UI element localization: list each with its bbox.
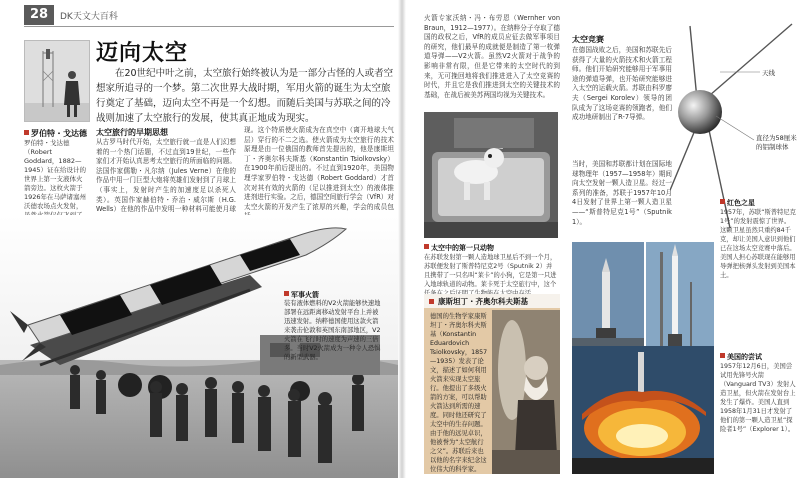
space-race-title: 太空竞赛 [572,35,604,44]
sputnik-body-label: 直径为58厘米的铝制球体 [756,134,797,151]
caption-marker-icon [284,291,289,296]
portrait-caption: 罗伯特・戈达德（Robert Goddard，1882—1945）证在给设计的世界上第一支液体火箭旁边。这枚火箭于1926年在马萨诸塞州沃德农场点火发射， [24,139,87,210]
laika-photo [424,112,558,238]
dog-caption-title: 太空中的第一只动物 [424,243,494,253]
explosion-icon [572,346,714,474]
portrait-caption-title: 罗伯特・戈达德 [24,128,87,139]
goddard-photo-icon [25,41,90,122]
laika-dog-icon [424,112,558,238]
rocket-caption-title: 军事火箭 [284,290,319,300]
header-rule [24,26,394,27]
caption-marker-icon [424,244,429,249]
caption-marker-icon [720,199,725,204]
gantry-rocket-icon [646,242,714,346]
tsiolkovsky-caption: 德国的生物学家康斯坦丁・齐奥尔科夫斯基（Konstantin Eduardovich Tsiolkovsky，1857—1935）发表了论文，描述了如何利用火箭来实现太空旅行。他提出了多级火箭的方案，可以帮助火箭达到所需的速度。同时他还研究了太空中的生存问题。由于他的远见卓识，他被誉为“太空航行之父”。苏联后来也以他的名字来纪念这位伟大的科学家。 [430,313,488,473]
tsiolkovsky-portrait-icon [492,310,560,474]
right-page [402,0,800,478]
early-dreams-heading: 太空旅行的早期思想 [96,128,168,137]
page-title: 迈向太空 [96,41,189,66]
running-head: DK天文大百科 [60,12,118,22]
goddard-portrait [24,40,90,122]
tsiolkovsky-photo [492,310,560,474]
red-sputnik-title: 红色之星 [720,198,755,208]
caption-marker-icon [429,299,434,304]
space-race-text2: 当时，美国和苏联都计划在国际地球物理年（1957—1958年）期间向太空发射一颗人造卫星。经过一系列的准备，苏联于1957年10月4日发射了世界上第一颗人造卫星——“斯普特尼克1号”（Sputnik 1）。 [572,160,672,226]
red-sputnik-caption: 1957年，苏联“斯普特尼克1号”的发射震惊了世界。这颗卫星虽然只重约84千克，却让美国人意识到他们已在这场太空竞赛中落后。美国人担心苏联现在能够用导弹把核弹头发射到美国本土。 [720,209,796,279]
right-col1-text: 火箭专家沃纳・冯・布劳恩（Wernher von Braun，1912—1977）。在纳粹分子夺取了德国的政权之后，VfR的成员应征去做军事项目的研究，他们最早的成就便是制造了第一枚弹道导弹——V2火箭。虽然V2火箭对于战争的影响非常有限，但是它带来的太空时代的到来，无可挽回地将我们推进进入了太空竞赛的时代，并且它是我们推进到太空的关键技术的基础，在战后被美苏两国均视为关键技术。 [424,14,560,99]
page-number: 28 [24,5,54,25]
us-attempt-caption: 1957年12月6日，美国尝试用先锋号火箭（Vanguard TV3）发射人造卫星，但火箭在发射台上发生了爆炸。美国人直到1958年1月31日才发射了他们的第一颗人造卫星“探险者1号”（Explorer 1）。 [720,363,796,433]
early-dreams-col2: 现。这个特质使火箭成为在真空中（离开地球大气层）穿行的不二之选。使火箭成为太空旅行的技术原理是由一位俄国的教师首先提出的，他是康斯坦丁・齐奥尔科夫斯基（Konstantin Tsiolkovsky）在1900年前后提出的。不过直到1920年，美国物理学家罗伯特・戈达德（Robert Goddard）才首次对其有效的火箭的（足以推进到太空）的液体推进剂进行实验。之后，德国空间旅行学会（VfR）对太空火箭的开发产生了浓厚的兴趣，学会的成员包 [244,126,394,211]
vanguard-explosion-photo [572,346,714,474]
tsiolkovsky-title: 康斯坦丁・齐奥尔科夫斯基 [438,297,528,306]
rocket-launch-photo-1 [572,242,644,346]
tsiolkovsky-box [424,294,560,474]
caption-marker-icon [720,353,725,358]
early-dreams-col1: 从古罗马时代开始，太空旅行就一直是人们幻想着的一个热门话题，不过直到19世纪，一些作家们才开始认真思考太空旅行的所面临的问题。法国作家儒勒・凡尔纳（Jules Verne）在他的作品中用一门巨型大炮将英雄们发射到了月球上（事实上，发射时产生的加速度足以杀死人类）。英国作家赫伯特・乔治・威尔斯（H.G. Wells）在他的作品中发明一种材料可能使月球 [96,138,236,214]
rocket-launch-photo-2 [646,242,714,346]
rocket-caption: 装有液体燃料的V2火箭能够快速地部署在远距离移动发射平台上并被迅速发射。纳粹德国使用这款火箭来袭击伦敦和英国东南部地区，V2火箭在飞行时的速度为声速的三倍多。当时V2火箭成为一种令人恐惧的新型武器。 [284,300,381,361]
us-attempt-title: 美国的尝试 [720,352,762,362]
dog-caption: 在苏联发射第一颗人造地球卫星后不到一个月，苏联便发射了斯普特尼克2号（Sputnik 2）并且携带了一只名叫“莱卡”的小狗，它是第一只进入地球轨道的动物。莱卡死于太空旅行中，这个 [424,254,557,288]
space-race-text1: 在德国战败之后，美国和苏联先后获得了大量的火箭技术和火箭工程师。他们开始研究能够用于军事用途的弹道导弹，也开始研究能够进入太空的运载火箭。苏联由科罗廖夫（Sergei Korolev）领导的团队成为了这场竞赛的领跑者，他们成功地研制出了R-7导弹。 [572,46,672,122]
sputnik-antenna-label: 天线 [762,69,775,77]
caption-marker-icon [24,130,29,135]
book-gutter [398,0,406,478]
intro-paragraph: 在20世纪中叶之前，太空旅行始终被认为是一部分古怪的人或者空想家所追寻的一个梦。第二次世界大战时期，军用火箭的诞生为太空旅行奠定了基础，迈向太空不再是一个幻想。而随后美国与苏联之间的冷战则加速了太空旅行的发展，使其真正地成为现实。 [96,68,394,124]
launch-rocket-icon [572,242,644,346]
